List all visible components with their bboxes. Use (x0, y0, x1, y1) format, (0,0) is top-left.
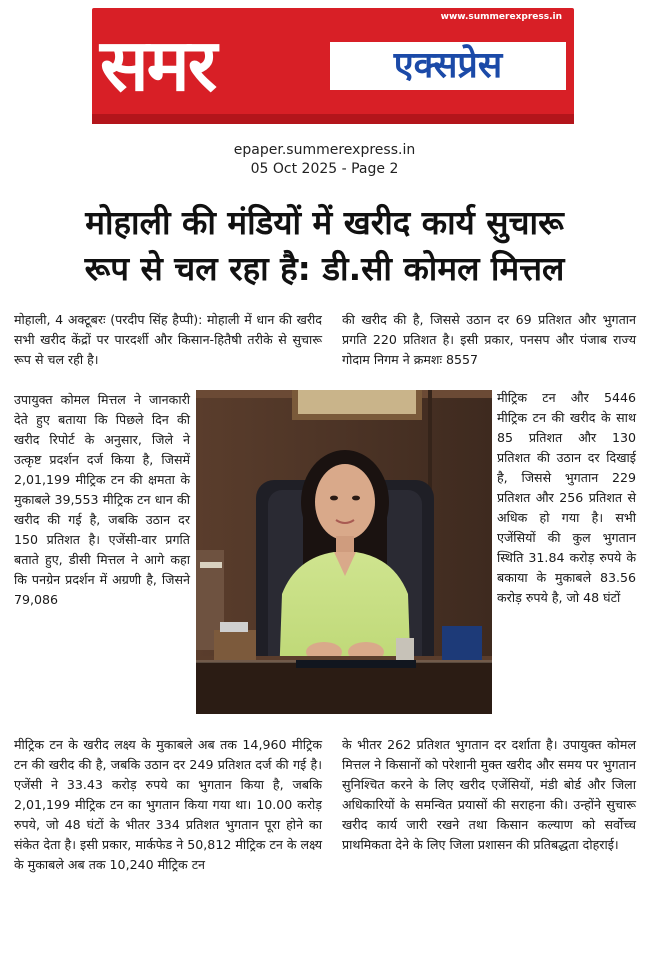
masthead-logo (92, 8, 574, 124)
headline-line-1: मोहाली की मंडियों में खरीद कार्य सुचारू (85, 203, 564, 242)
article-paragraph-right-bottom: के भीतर 262 प्रतिशत भुगतान दर दर्शाता है। उपायुक्त कोमल मित्तल ने किसानों को परेशानी मुक्त खरीद और समय पर भुगतान सुनिश्चित करने के लिए खरीद एजेंसियों, मंडी बोर्ड और जिला अधिकारियों के समन्वित प्रयासों की सराहना की। उन्होंने सुचारू खरीद कार्य जारी रखने तथा किसान कल्याण को सर्वोच्च प्राथमिकता देने के लिए जिला प्रशासन की प्रतिबद्धता दोहराई। (342, 737, 636, 852)
masthead-underline (92, 114, 574, 124)
article-paragraph-right-top: की खरीद की है, जिससे उठान दर 69 प्रतिशत और भुगतान प्रगति 220 प्रतिशत है। इसी प्रकार, पनसप और पंजाब राज्य गोदाम निगम ने क्रमशः 8557 (342, 312, 636, 367)
article-photo (196, 390, 492, 714)
article-headline (14, 200, 635, 292)
masthead-url: www.summerexpress.in (440, 12, 562, 22)
brand-name-sub: एक्सप्रेस (330, 42, 566, 90)
headline-line-2: रूप से चल रहा है: डी.सी कोमल मित्तल (84, 249, 565, 288)
article-paragraph-intro: मोहाली, 4 अक्टूबरः (परदीप सिंह हैप्पी): मोहाली में धान की खरीद सभी खरीद केंद्रों पर पारदर्शी और किसान-हितैषी तरीके से सुचारू रूप से चल रही है। (14, 312, 322, 367)
article-paragraph-right-wrap: मीट्रिक टन और 5446 मीट्रिक टन की खरीद के साथ 85 प्रतिशत और 130 प्रतिशत की उठान दर दिखाई है, जिससे भुगतान 229 प्रतिशत और 256 प्रतिशत से अधिक हो गया है। सभी एजेंसियों की कुल भुगतान स्थिति 31.84 करोड़ रुपये के बकाया के मुकाबले 83.56 करोड़ रुपये है, जो 48 घंटों (497, 390, 636, 605)
edition-date-page: 05 Oct 2025 - Page 2 (250, 161, 399, 177)
photo-illustration (196, 390, 492, 714)
article-paragraph-left-wrap: उपायुक्त कोमल मित्तल ने जानकारी देते हुए बताया कि पिछले दिन की खरीद रिपोर्ट के अनुसार, जिले ने उत्कृष्ट प्रदर्शन दर्ज किया है, जिसमें 2,01,199 मीट्रिक टन की क्षमता के मुकाबले 39,553 मीट्रिक टन धान की खरीद की गई है, जबकि उठान दर 150 प्रतिशत है। एजेंसी-वार प्रगति बताते हुए, डीसी मित्तल ने आगे कहा कि पनग्रेन प्रदर्शन में अग्रणी है, जिसने 79,086 (14, 392, 190, 607)
brand-name-main: समर (100, 23, 216, 107)
source-info (0, 141, 649, 179)
article-paragraph-left-bottom: मीट्रिक टन के खरीद लक्ष्य के मुकाबले अब तक 14,960 मीट्रिक टन की खरीद की है, जबकि उठान दर 249 प्रतिशत दर्ज की गई है। एजेंसी ने 33.43 करोड़ रुपये का भुगतान किया है, जबकि 2,01,199 मीट्रिक टन का भुगतान किया गया था। 10.00 करोड़ रुपये, जो 48 घंटों के भीतर 334 प्रतिशत भुगतान पूरा होने का संकेत देता है। इसी प्रकार, मार्कफेड ने 50,812 मीट्रिक टन के लक्ष्य के मुकाबले अब तक 10,240 मीट्रिक टन (14, 737, 322, 872)
epaper-url: epaper.summerexpress.in (233, 142, 416, 158)
